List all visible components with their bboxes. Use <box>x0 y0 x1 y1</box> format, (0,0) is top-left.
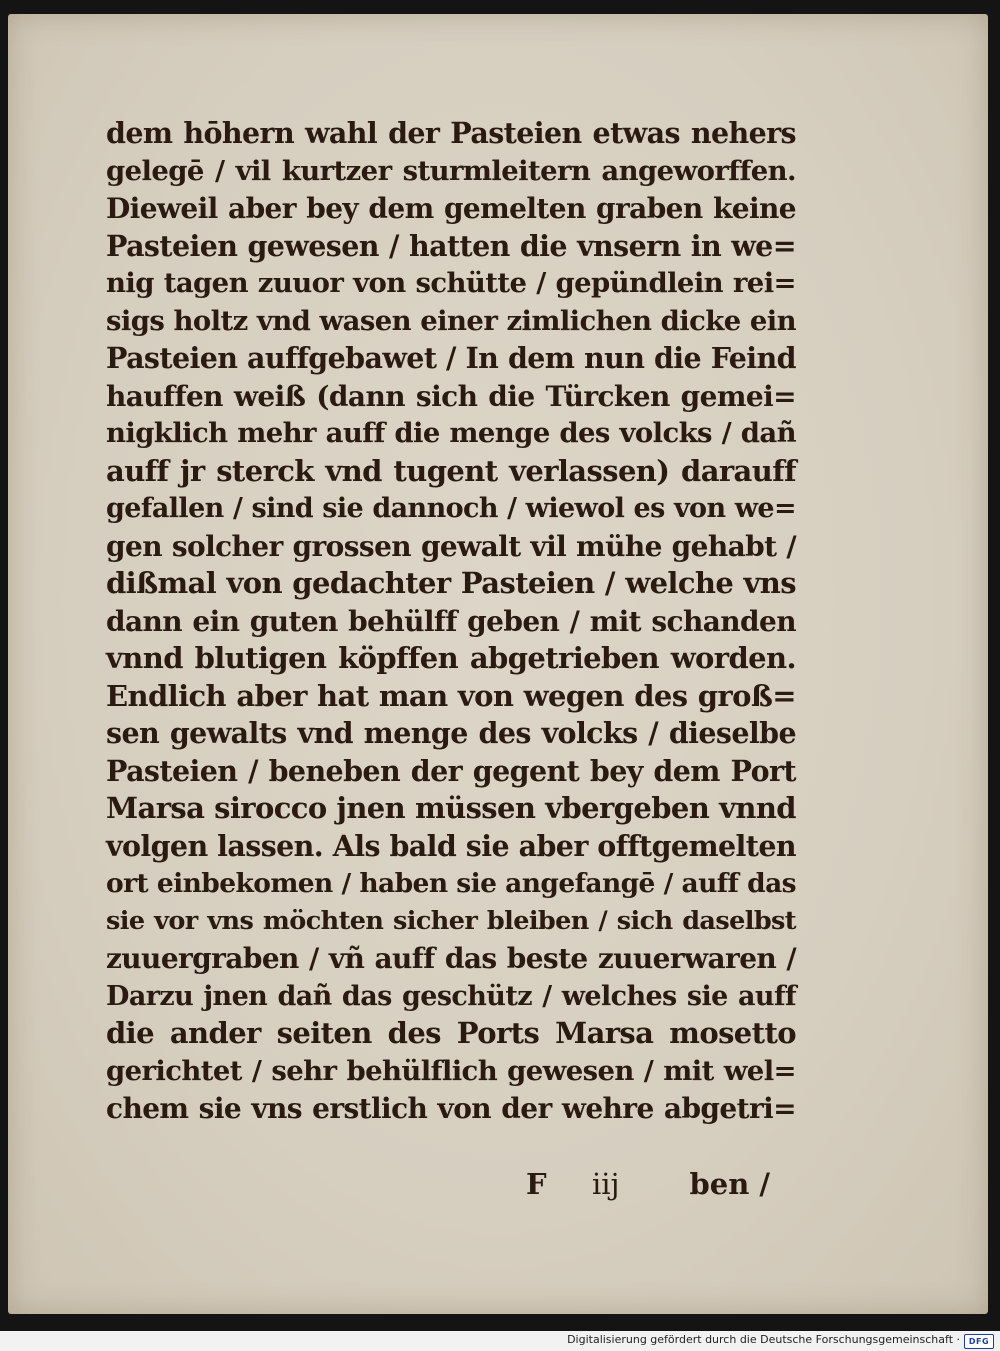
text-line: Pasteien auffgebawet / In dem nun die Feind <box>106 341 796 375</box>
text-line: die ander seiten des Ports Marsa mosetto <box>106 1016 796 1050</box>
book-page <box>8 14 988 1314</box>
text-line: chem sie vns erstlich von der wehre abgetri= <box>106 1092 796 1125</box>
text-line: gefallen / sind sie dannoch / wiewol es von we= <box>106 493 796 524</box>
text-line: sigs holtz vnd wasen einer zimlichen dicke ein <box>106 304 796 337</box>
text-line: sie vor vns möchten sicher bleiben / sich daselbst <box>106 905 796 936</box>
catchline <box>520 1167 770 1207</box>
text-line: Endlich aber hat man von wegen des groß= <box>106 678 796 713</box>
text-line: ort einbekomen / haben sie angefangē / auff das <box>106 868 796 899</box>
footer-bar <box>0 1331 1000 1351</box>
text-line: Dieweil aber bey dem gemelten graben keine <box>106 192 796 225</box>
text-line: hauffen weiß (dann sich die Türcken gemei= <box>106 379 796 413</box>
signature-mark: F <box>526 1167 547 1201</box>
text-line: zuuergraben / vñ auff das beste zuuerwaren / <box>106 942 796 975</box>
text-line: gen solcher grossen gewalt vil mühe gehabt / <box>106 529 796 563</box>
text-line: gelegē / vil kurtzer sturmleitern angeworffen. <box>106 154 796 187</box>
text-line: volgen lassen. Als bald sie aber offtgemelten <box>106 828 796 863</box>
signature-number: iij <box>592 1167 620 1201</box>
text-line: Darzu jnen dañ das geschütz / welches sie auff <box>106 980 796 1012</box>
catchword: ben / <box>689 1167 770 1201</box>
text-line: dann ein guten behülff geben / mit schanden <box>106 604 796 638</box>
text-line: Pasteien / beneben der gegent bey dem Port <box>106 753 796 788</box>
text-line: nig tagen zuuor von schütte / gepündlein rei= <box>106 267 796 299</box>
text-line: dißmal von gedachter Pasteien / welche vns <box>106 566 796 600</box>
funding-credit: Digitalisierung gefördert durch die Deutsche Forschungsgemeinschaft · <box>567 1333 960 1346</box>
text-line: vnnd blutigen köpffen abgetrieben worden. <box>106 641 796 675</box>
text-line: gerichtet / sehr behülflich gewesen / mit wel= <box>106 1054 796 1087</box>
text-line: nigklich mehr auff die menge des volcks / dañ <box>106 417 796 449</box>
text-line: sen gewalts vnd menge des volcks / dieselbe <box>106 716 796 750</box>
text-line: auff jr sterck vnd tugent verlassen) darauff <box>106 453 796 488</box>
page-text <box>106 115 796 1128</box>
dfg-logo-icon: DFG <box>964 1334 994 1349</box>
text-line: Pasteien gewesen / hatten die vnsern in we= <box>106 228 796 263</box>
text-line: dem hōhern wahl der Pasteien etwas nehers <box>106 116 796 150</box>
text-line: Marsa sirocco jnen müssen vbergeben vnnd <box>106 791 796 825</box>
